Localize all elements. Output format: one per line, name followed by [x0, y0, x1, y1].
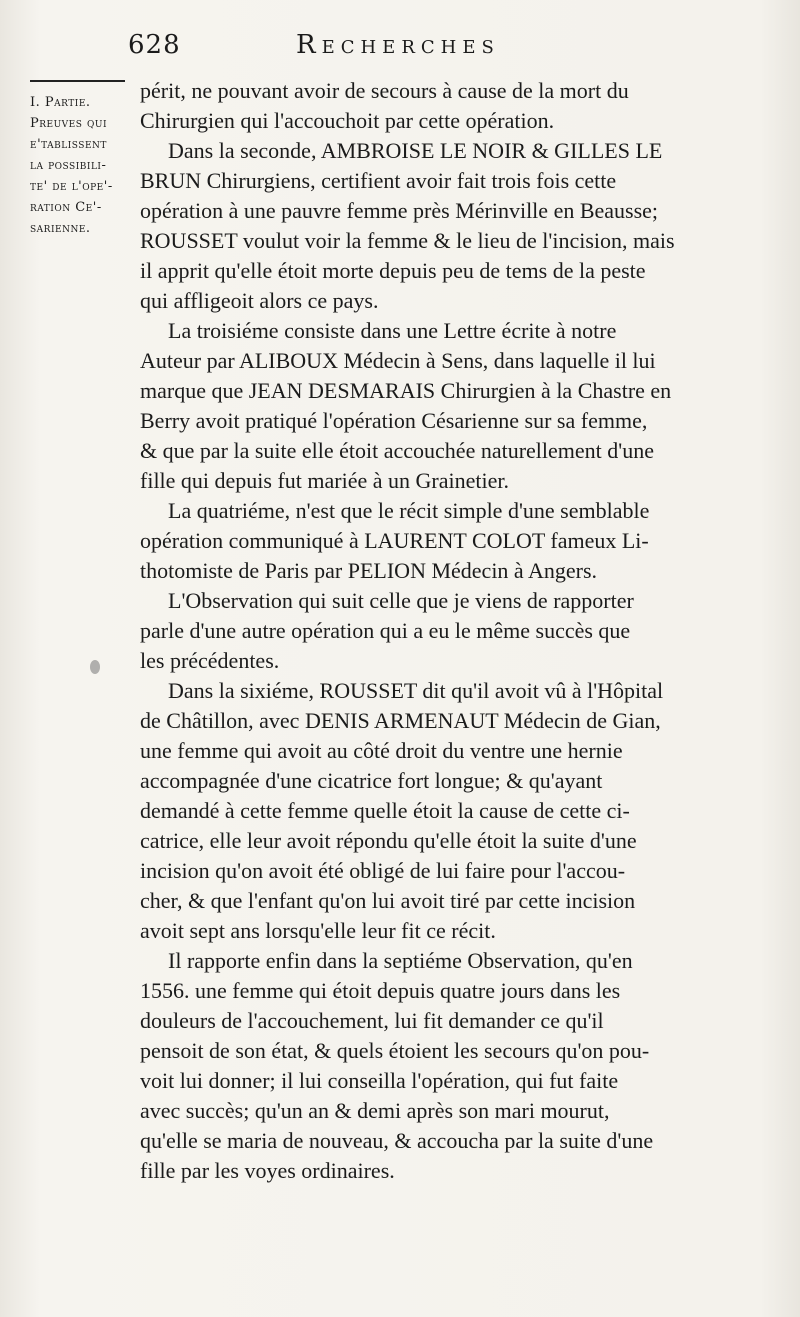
margin-note-line: te' de l'ope'-: [30, 179, 113, 194]
margin-note-line: Preuves qui: [30, 116, 108, 131]
text-line: & que par la suite elle étoit accouchée naturellement d'une: [140, 438, 655, 463]
margin-note-line: ration Ce'-: [30, 200, 102, 215]
text-line: parle d'une autre opération qui a eu le même succès que: [140, 618, 631, 643]
text-line: Auteur par ALIBOUX Médecin à Sens, dans laquelle il lui: [140, 348, 656, 373]
text-line: qui affligeoit alors ce pays.: [140, 288, 379, 313]
text-line: Il rapporte enfin dans la septiéme Observation, qu'en: [168, 948, 633, 973]
text-line: accompagnée d'une cicatrice fort longue; & qu'ayant: [140, 768, 603, 793]
text-line: Berry avoit pratiqué l'opération Césarienne sur sa femme,: [140, 408, 648, 433]
text-line: Dans la seconde, AMBROISE LE NOIR & GILLES LE: [168, 138, 663, 163]
text-line: ROUSSET voulut voir la femme & le lieu de l'incision, mais: [140, 228, 675, 253]
text-line: catrice, elle leur avoit répondu qu'elle étoit la suite d'une: [140, 828, 637, 853]
text-line: Chirurgien qui l'accouchoit par cette opération.: [140, 108, 555, 133]
text-line: avoit sept ans lorsqu'elle leur fit ce récit.: [140, 918, 496, 943]
margin-rule: [30, 80, 125, 82]
text-line: thotomiste de Paris par PELION Médecin à Angers.: [140, 558, 598, 583]
text-line: 1556. une femme qui étoit depuis quatre jours dans les: [140, 978, 621, 1003]
margin-note-line: sarienne.: [30, 221, 91, 236]
text-line: L'Observation qui suit celle que je viens de rapporter: [168, 588, 634, 613]
body-text: [140, 76, 765, 1186]
margin-note-line: I. Partie.: [30, 95, 91, 110]
text-line: La quatriéme, n'est que le récit simple d'une semblable: [168, 498, 650, 523]
text-line: BRUN Chirurgiens, certifient avoir fait trois fois cette: [140, 168, 617, 193]
margin-note-line: la possibili-: [30, 158, 107, 173]
text-line: fille qui depuis fut mariée à un Grainetier.: [140, 468, 509, 493]
text-line: il apprit qu'elle étoit morte depuis peu de tems de la peste: [140, 258, 646, 283]
margin-note: [30, 92, 130, 239]
text-line: douleurs de l'accouchement, lui fit demander ce qu'il: [140, 1008, 604, 1033]
text-line: demandé à cette femme quelle étoit la cause de cette ci-: [140, 798, 630, 823]
text-line: une femme qui avoit au côté droit du ventre une hernie: [140, 738, 623, 763]
text-line: périt, ne pouvant avoir de secours à cause de la mort du: [140, 78, 629, 103]
text-line: qu'elle se maria de nouveau, & accoucha par la suite d'une: [140, 1128, 654, 1153]
text-line: pensoit de son état, & quels étoient les secours qu'on pou-: [140, 1038, 650, 1063]
text-line: cher, & que l'enfant qu'on lui avoit tiré par cette incision: [140, 888, 636, 913]
text-line: voit lui donner; il lui conseilla l'opération, qui fut faite: [140, 1068, 619, 1093]
text-line: opération communiqué à LAURENT COLOT fameux Li-: [140, 528, 649, 553]
text-line: avec succès; qu'un an & demi après son mari mourut,: [140, 1098, 610, 1123]
text-line: incision qu'on avoit été obligé de lui faire pour l'accou-: [140, 858, 626, 883]
margin-note-line: e'tablissent: [30, 137, 107, 152]
page-number: 628: [128, 30, 181, 60]
ink-blot: [90, 660, 100, 674]
text-line: de Châtillon, avec DENIS ARMENAUT Médecin de Gian,: [140, 708, 661, 733]
text-line: La troisiéme consiste dans une Lettre écrite à notre: [168, 318, 617, 343]
text-line: Dans la sixiéme, ROUSSET dit qu'il avoit vû à l'Hôpital: [168, 678, 664, 703]
text-line: opération à une pauvre femme près Mérinville en Beausse;: [140, 198, 659, 223]
text-line: marque que JEAN DESMARAIS Chirurgien à la Chastre en: [140, 378, 672, 403]
running-title: Recherches: [296, 30, 500, 60]
page-header: [128, 30, 728, 70]
text-line: fille par les voyes ordinaires.: [140, 1158, 395, 1183]
text-line: les précédentes.: [140, 648, 280, 673]
